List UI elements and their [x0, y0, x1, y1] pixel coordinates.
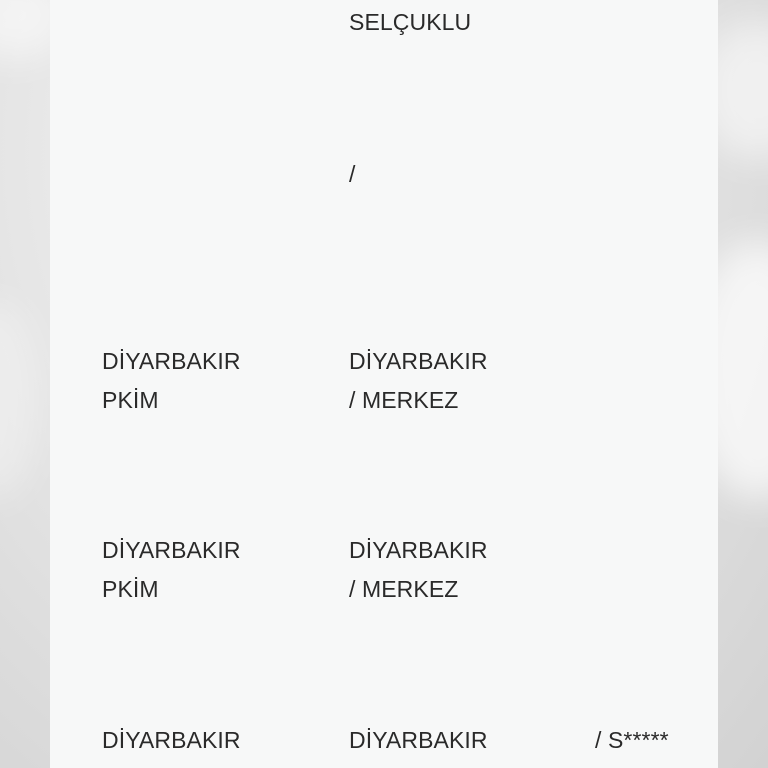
table-cell-name: [102, 342, 241, 420]
cell-text: SELÇUKLU: [349, 9, 472, 35]
cell-text: PKİM: [102, 576, 159, 602]
cell-text: / MERKEZ: [349, 576, 459, 602]
table-cell-district: [349, 155, 356, 194]
cell-text: DİYARBAKIR: [102, 537, 241, 563]
cell-text: /: [349, 161, 356, 187]
table-cell-location: [349, 531, 488, 609]
table-cell-location: [349, 342, 488, 420]
results-table: [50, 0, 718, 768]
cell-text: DİYARBAKIR: [349, 348, 488, 374]
table-cell-location: [349, 721, 488, 760]
cell-text: PKİM: [102, 387, 159, 413]
table-cell-masked-name: [595, 721, 669, 760]
cell-text: DİYARBAKIR: [349, 537, 488, 563]
table-cell-name: [102, 531, 241, 609]
cell-text: DİYARBAKIR: [102, 348, 241, 374]
cell-text: DİYARBAKIR: [102, 727, 241, 753]
cell-text: / S*****: [595, 727, 669, 753]
background-blur: [0, 300, 40, 500]
cell-text: DİYARBAKIR: [349, 727, 488, 753]
table-cell-name: [102, 721, 241, 760]
table-cell-district: [349, 3, 471, 42]
cell-text: / MERKEZ: [349, 387, 459, 413]
